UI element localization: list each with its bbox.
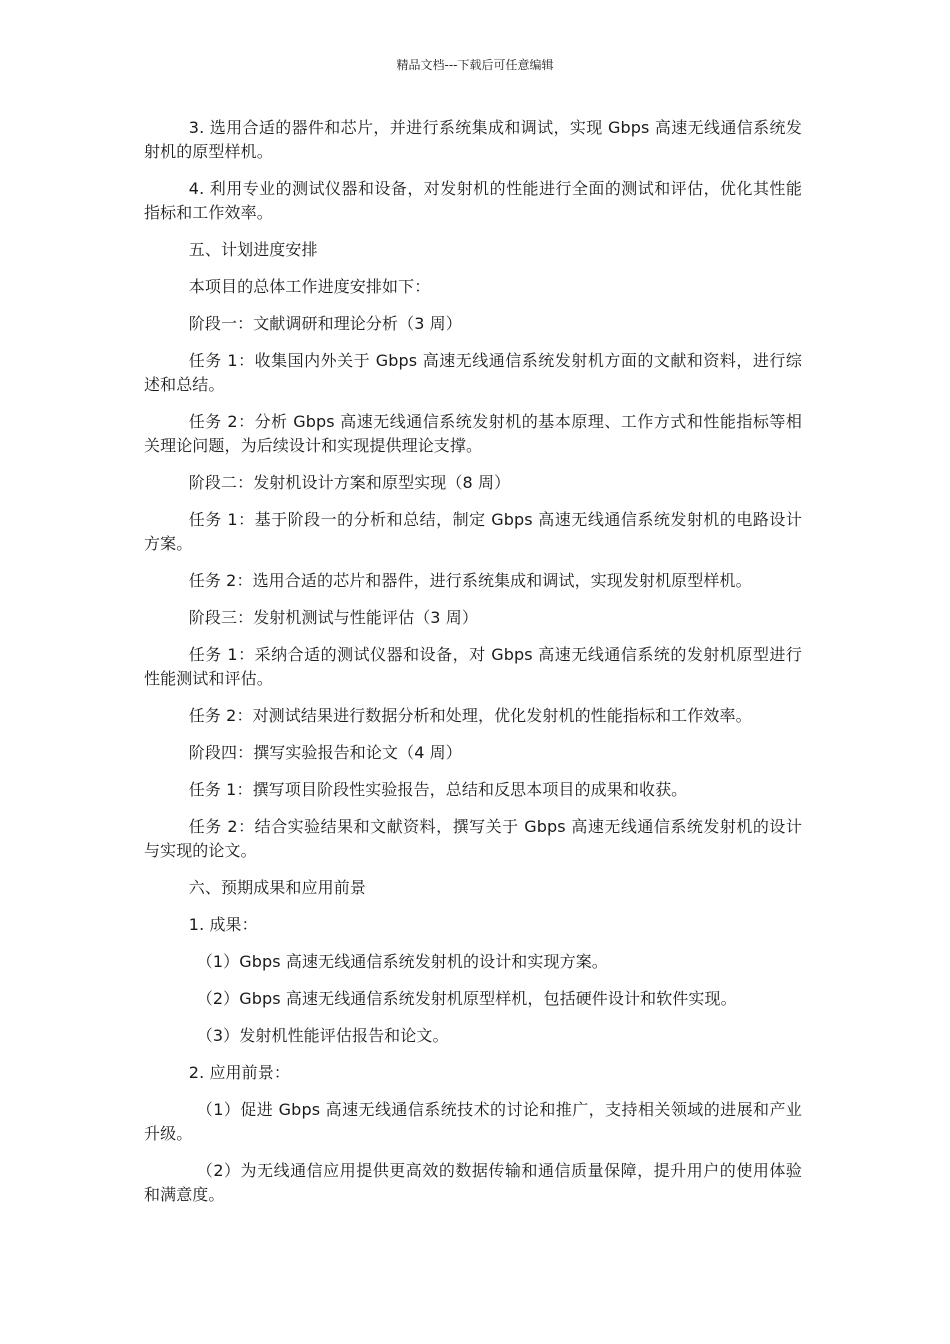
phase-4-task-1: 任务 1：撰写项目阶段性实验报告，总结和反思本项目的成果和收获。: [188, 780, 688, 799]
phase-2-heading: 阶段二：发射机设计方案和原型实现（8 周）: [188, 473, 511, 492]
phase-1-task-1: 任务 1：收集国内外关于 Gbps 高速无线通信系统发射机方面的文献和资料，进行综述和总结。: [144, 351, 802, 394]
outcome-item-2: （2）Gbps 高速无线通信系统发射机原型样机，包括硬件设计和软件实现。: [196, 989, 737, 1008]
schedule-intro: 本项目的总体工作进度安排如下：: [188, 277, 431, 296]
phase-4-heading: 阶段四：撰写实验报告和论文（4 周）: [188, 743, 462, 762]
phase-3-heading: 阶段三：发射机测试与性能评估（3 周）: [188, 608, 478, 627]
application-heading: 2. 应用前景：: [188, 1063, 290, 1082]
section-heading-outcomes: 六、预期成果和应用前景: [188, 878, 366, 897]
document-body: [144, 116, 802, 1220]
phase-3-task-1: 任务 1：采纳合适的测试仪器和设备，对 Gbps 高速无线通信系统的发射机原型进行性能测试和评估。: [144, 645, 802, 688]
phase-1-task-2: 任务 2：分析 Gbps 高速无线通信系统发射机的基本原理、工作方式和性能指标等相关理论问题，为后续设计和实现提供理论支撑。: [144, 412, 802, 455]
section-heading-schedule: 五、计划进度安排: [188, 240, 318, 259]
phase-1-heading: 阶段一：文献调研和理论分析（3 周）: [188, 314, 462, 333]
paragraph-item-4: 4. 利用专业的测试仪器和设备，对发射机的性能进行全面的测试和评估，优化其性能指标和工作效率。: [144, 179, 802, 222]
application-item-2: （2）为无线通信应用提供更高效的数据传输和通信质量保障，提升用户的使用体验和满意度。: [144, 1161, 802, 1204]
outcomes-heading: 1. 成果：: [188, 915, 258, 934]
page-header: 精品文档---下载后可任意编辑: [396, 58, 554, 72]
outcome-item-1: （1）Gbps 高速无线通信系统发射机的设计和实现方案。: [196, 952, 608, 971]
application-item-1: （1）促进 Gbps 高速无线通信系统技术的讨论和推广，支持相关领域的进展和产业升级。: [144, 1100, 802, 1143]
phase-3-task-2: 任务 2：对测试结果进行数据分析和处理，优化发射机的性能指标和工作效率。: [188, 706, 752, 725]
phase-4-task-2: 任务 2：结合实验结果和文献资料，撰写关于 Gbps 高速无线通信系统发射机的设计与实现的论文。: [144, 817, 802, 860]
outcome-item-3: （3）发射机性能评估报告和论文。: [196, 1026, 449, 1045]
phase-2-task-1: 任务 1：基于阶段一的分析和总结，制定 Gbps 高速无线通信系统发射机的电路设计方案。: [144, 510, 802, 553]
paragraph-item-3: 3. 选用合适的器件和芯片，并进行系统集成和调试，实现 Gbps 高速无线通信系统发射机的原型样机。: [144, 118, 802, 161]
phase-2-task-2: 任务 2：选用合适的芯片和器件，进行系统集成和调试，实现发射机原型样机。: [188, 571, 752, 590]
